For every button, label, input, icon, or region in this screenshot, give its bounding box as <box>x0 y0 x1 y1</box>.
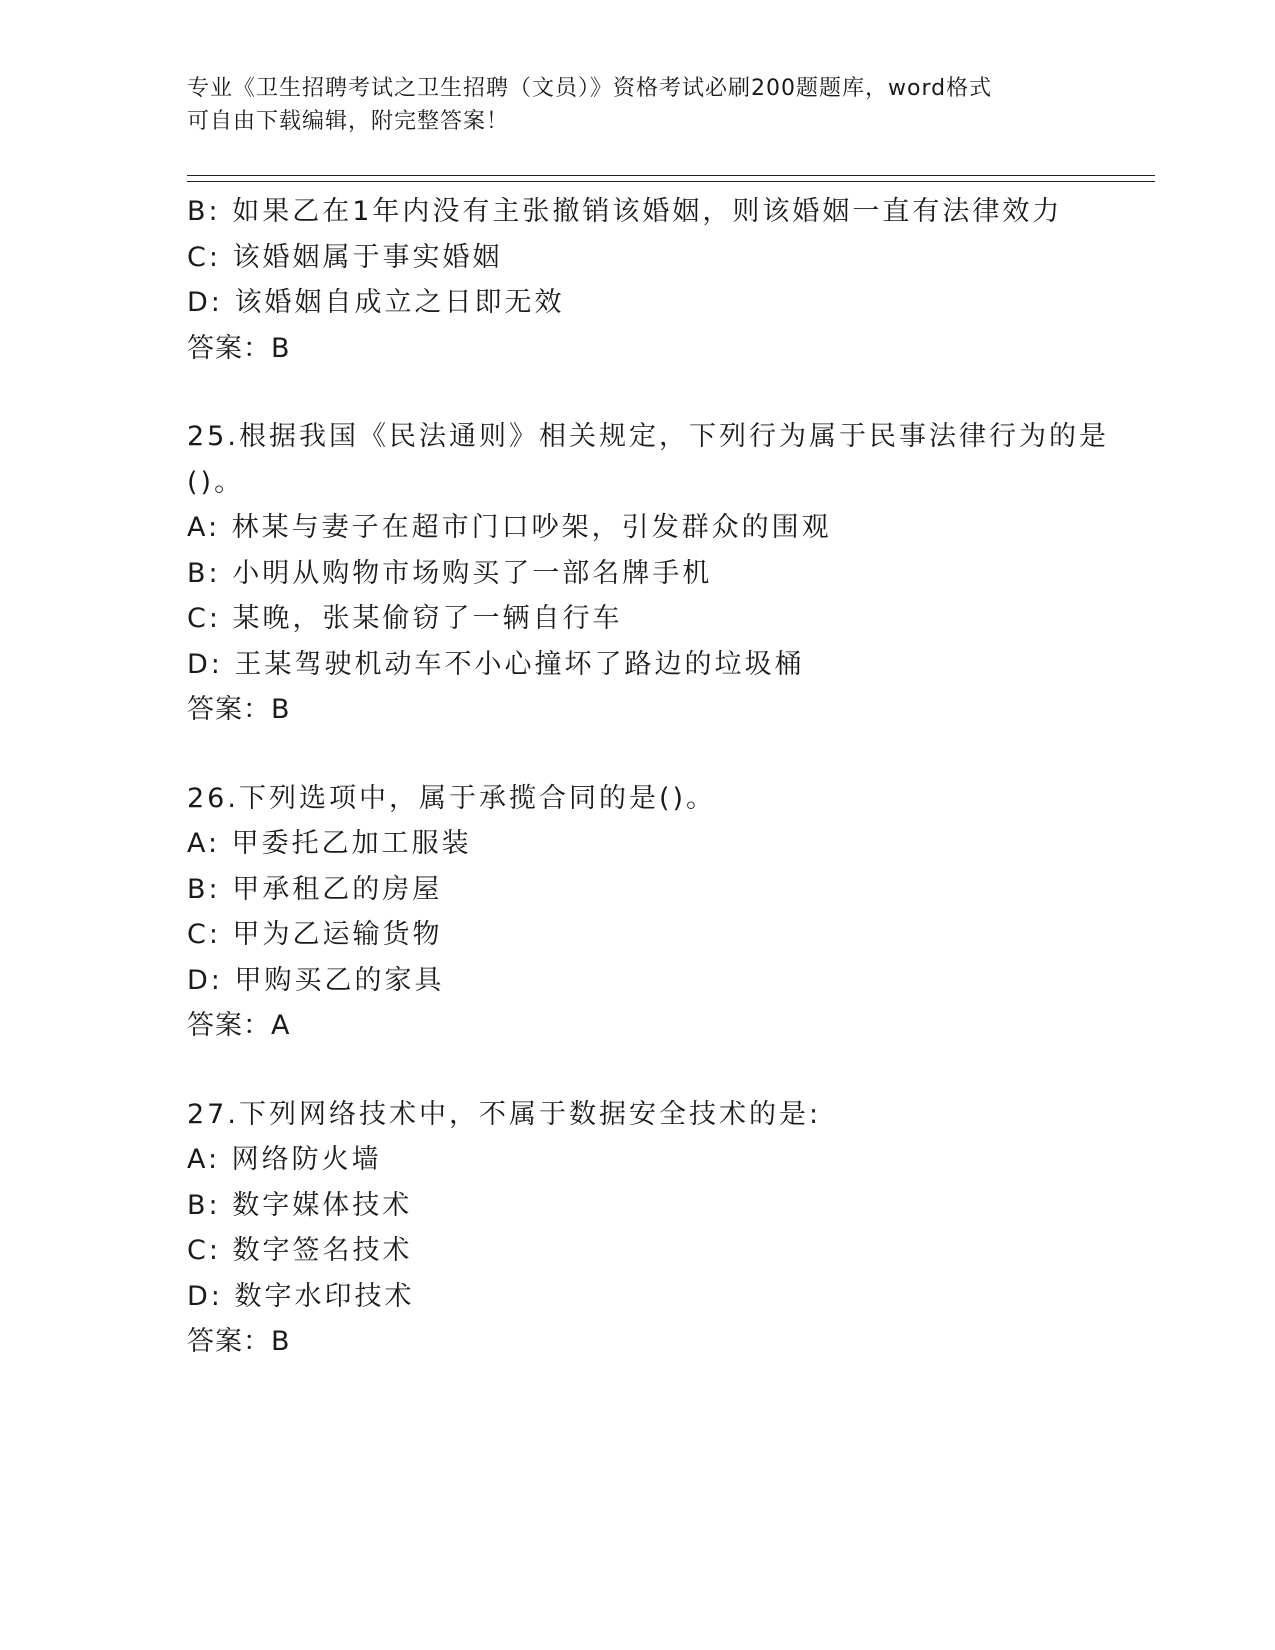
header-divider-top <box>187 175 1155 176</box>
question-25 <box>187 414 1127 733</box>
option-a: A: 林某与妻子在超市门口吵架，引发群众的围观 <box>187 512 832 543</box>
header-line-2: 可自由下载编辑，附完整答案！ <box>187 109 510 134</box>
answer: 答案：B <box>187 332 291 364</box>
continued-question <box>187 189 1127 371</box>
document-header <box>187 72 1087 138</box>
option-b: B: 甲承租乙的房屋 <box>187 873 443 905</box>
question-26 <box>187 776 1127 1049</box>
option-b: B: 数字媒体技术 <box>187 1189 413 1221</box>
option-b: B: 如果乙在1年内没有主张撤销该婚姻，则该婚姻一直有法律效力 <box>187 196 1063 227</box>
option-d: D: 数字水印技术 <box>187 1280 415 1312</box>
option-c: C: 该婚姻属于事实婚姻 <box>187 241 503 273</box>
question-27 <box>187 1092 1127 1365</box>
question-stem-continued: ()。 <box>187 466 245 498</box>
answer: 答案：B <box>187 1326 291 1357</box>
answer: 答案：B <box>187 694 291 725</box>
question-stem: 25.根据我国《民法通则》相关规定，下列行为属于民事法律行为的是 <box>187 421 1109 452</box>
option-d: D: 该婚姻自成立之日即无效 <box>187 287 565 318</box>
option-b: B: 小明从购物市场购买了一部名牌手机 <box>187 557 713 589</box>
answer: 答案：A <box>187 1010 291 1041</box>
option-c: C: 甲为乙运输货物 <box>187 919 443 950</box>
option-d: D: 甲购买乙的家具 <box>187 964 445 996</box>
option-d: D: 王某驾驶机动车不小心撞坏了路边的垃圾桶 <box>187 648 805 680</box>
question-stem: 27.下列网络技术中，不属于数据安全技术的是: <box>187 1098 822 1130</box>
option-a: A: 网络防火墙 <box>187 1144 382 1175</box>
option-c: C: 某晚，张某偷窃了一辆自行车 <box>187 603 623 634</box>
option-c: C: 数字签名技术 <box>187 1235 413 1266</box>
question-list <box>187 189 1127 1365</box>
question-stem: 26.下列选项中，属于承揽合同的是()。 <box>187 782 717 814</box>
header-line-1: 专业《卫生招聘考试之卫生招聘（文员）》资格考试必刷200题题库，word格式 <box>187 76 993 101</box>
option-a: A: 甲委托乙加工服装 <box>187 828 472 859</box>
header-divider-bottom <box>187 181 1155 182</box>
